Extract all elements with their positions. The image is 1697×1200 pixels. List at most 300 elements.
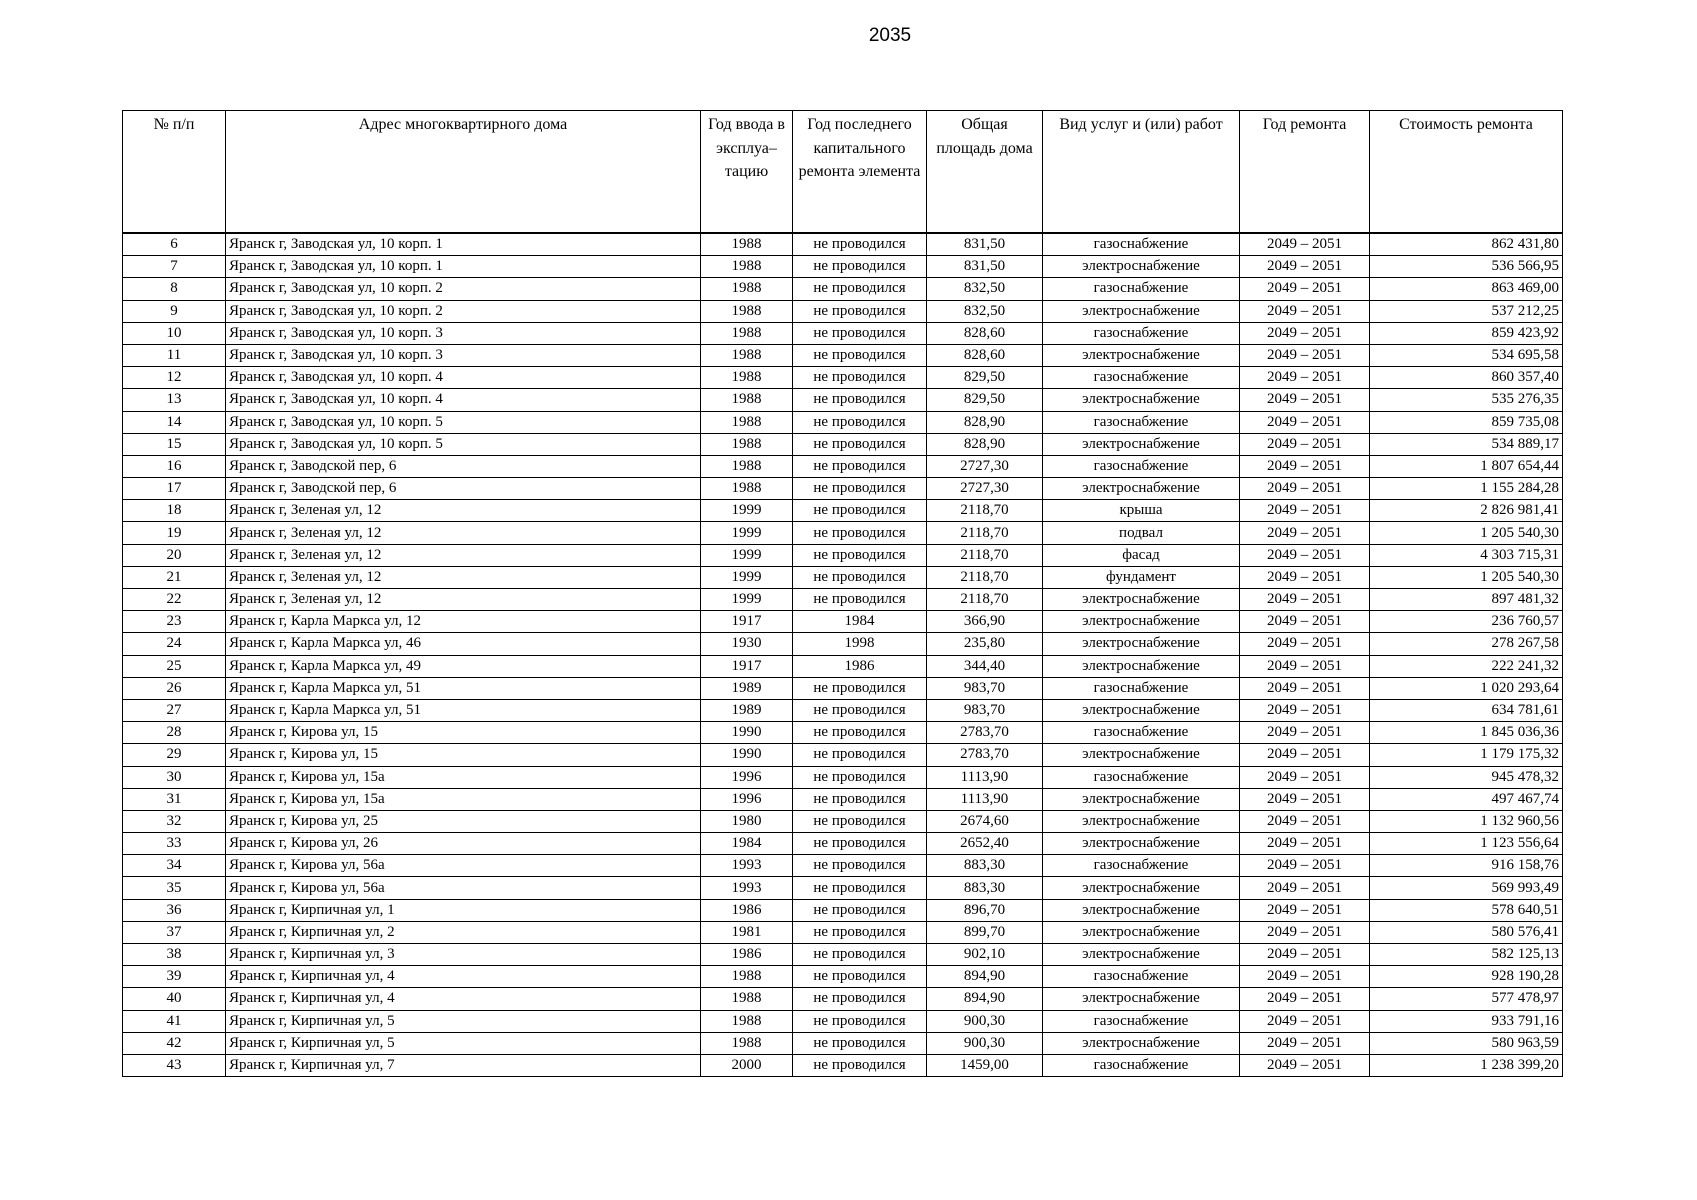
cell-year-built: 1988: [701, 278, 793, 300]
repair-table: [122, 110, 1563, 1077]
cell-cost: 278 267,58: [1370, 633, 1563, 655]
cell-address: Яранск г, Кирпичная ул, 2: [226, 921, 701, 943]
cell-num: 17: [123, 478, 226, 500]
cell-year-built: 1988: [701, 322, 793, 344]
cell-last-repair: не проводился: [793, 921, 927, 943]
table-row: [123, 744, 1563, 766]
table-row: [123, 300, 1563, 322]
cell-year-built: 1999: [701, 500, 793, 522]
cell-last-repair: не проводился: [793, 744, 927, 766]
cell-last-repair: не проводился: [793, 500, 927, 522]
header-service: Вид услуг и (или) работ: [1043, 111, 1240, 234]
cell-cost: 534 695,58: [1370, 344, 1563, 366]
cell-last-repair: не проводился: [793, 411, 927, 433]
cell-address: Яранск г, Заводская ул, 10 корп. 3: [226, 322, 701, 344]
cell-repair-year: 2049 – 2051: [1240, 1010, 1370, 1032]
cell-repair-year: 2049 – 2051: [1240, 278, 1370, 300]
cell-repair-year: 2049 – 2051: [1240, 478, 1370, 500]
cell-service: электроснабжение: [1043, 589, 1240, 611]
cell-num: 19: [123, 522, 226, 544]
cell-num: 24: [123, 633, 226, 655]
cell-address: Яранск г, Заводская ул, 10 корп. 2: [226, 300, 701, 322]
table-row: [123, 877, 1563, 899]
cell-num: 22: [123, 589, 226, 611]
header-repair-year: Год ремонта: [1240, 111, 1370, 234]
cell-year-built: 1917: [701, 611, 793, 633]
cell-address: Яранск г, Зеленая ул, 12: [226, 589, 701, 611]
cell-cost: 928 190,28: [1370, 966, 1563, 988]
cell-cost: 1 205 540,30: [1370, 566, 1563, 588]
cell-area: 2783,70: [927, 722, 1043, 744]
cell-last-repair: не проводился: [793, 256, 927, 278]
header-cost: Стоимость ремонта: [1370, 111, 1563, 234]
cell-num: 38: [123, 944, 226, 966]
cell-address: Яранск г, Кирпичная ул, 1: [226, 899, 701, 921]
cell-area: 344,40: [927, 655, 1043, 677]
cell-address: Яранск г, Заводская ул, 10 корп. 4: [226, 389, 701, 411]
cell-address: Яранск г, Зеленая ул, 12: [226, 522, 701, 544]
cell-last-repair: не проводился: [793, 855, 927, 877]
cell-area: 2727,30: [927, 478, 1043, 500]
table-row: [123, 855, 1563, 877]
cell-address: Яранск г, Кирова ул, 15: [226, 722, 701, 744]
cell-address: Яранск г, Заводская ул, 10 корп. 2: [226, 278, 701, 300]
cell-repair-year: 2049 – 2051: [1240, 522, 1370, 544]
cell-cost: 580 576,41: [1370, 921, 1563, 943]
cell-area: 831,50: [927, 256, 1043, 278]
cell-area: 2118,70: [927, 522, 1043, 544]
cell-num: 25: [123, 655, 226, 677]
cell-num: 12: [123, 367, 226, 389]
cell-area: 831,50: [927, 233, 1043, 256]
cell-area: 828,90: [927, 433, 1043, 455]
cell-last-repair: не проводился: [793, 1010, 927, 1032]
cell-service: электроснабжение: [1043, 478, 1240, 500]
cell-area: 883,30: [927, 877, 1043, 899]
header-address: Адрес многоквартирного дома: [226, 111, 701, 234]
cell-area: 983,70: [927, 677, 1043, 699]
cell-cost: 634 781,61: [1370, 699, 1563, 721]
cell-year-built: 1988: [701, 433, 793, 455]
cell-service: электроснабжение: [1043, 788, 1240, 810]
cell-repair-year: 2049 – 2051: [1240, 944, 1370, 966]
cell-repair-year: 2049 – 2051: [1240, 699, 1370, 721]
cell-cost: 916 158,76: [1370, 855, 1563, 877]
cell-year-built: 1988: [701, 411, 793, 433]
cell-area: 828,60: [927, 344, 1043, 366]
cell-repair-year: 2049 – 2051: [1240, 256, 1370, 278]
cell-last-repair: не проводился: [793, 1032, 927, 1054]
cell-last-repair: 1998: [793, 633, 927, 655]
cell-repair-year: 2049 – 2051: [1240, 322, 1370, 344]
cell-num: 32: [123, 810, 226, 832]
cell-year-built: 1989: [701, 699, 793, 721]
cell-repair-year: 2049 – 2051: [1240, 1032, 1370, 1054]
cell-area: 894,90: [927, 966, 1043, 988]
cell-area: 2674,60: [927, 810, 1043, 832]
cell-last-repair: не проводился: [793, 278, 927, 300]
cell-cost: 1 179 175,32: [1370, 744, 1563, 766]
cell-address: Яранск г, Зеленая ул, 12: [226, 566, 701, 588]
cell-area: 1113,90: [927, 766, 1043, 788]
cell-cost: 569 993,49: [1370, 877, 1563, 899]
cell-service: электроснабжение: [1043, 433, 1240, 455]
cell-area: 832,50: [927, 300, 1043, 322]
cell-num: 37: [123, 921, 226, 943]
cell-service: газоснабжение: [1043, 766, 1240, 788]
cell-address: Яранск г, Кирпичная ул, 7: [226, 1054, 701, 1076]
table-row: [123, 699, 1563, 721]
cell-cost: 580 963,59: [1370, 1032, 1563, 1054]
cell-cost: 860 357,40: [1370, 367, 1563, 389]
cell-num: 9: [123, 300, 226, 322]
table-row: [123, 478, 1563, 500]
cell-cost: 1 205 540,30: [1370, 522, 1563, 544]
cell-year-built: 1988: [701, 1010, 793, 1032]
cell-num: 33: [123, 833, 226, 855]
cell-num: 43: [123, 1054, 226, 1076]
cell-service: электроснабжение: [1043, 810, 1240, 832]
table-row: [123, 899, 1563, 921]
cell-year-built: 1988: [701, 300, 793, 322]
cell-area: 829,50: [927, 389, 1043, 411]
cell-repair-year: 2049 – 2051: [1240, 921, 1370, 943]
table-row: [123, 500, 1563, 522]
cell-area: 894,90: [927, 988, 1043, 1010]
cell-address: Яранск г, Кирпичная ул, 5: [226, 1032, 701, 1054]
cell-year-built: 1988: [701, 367, 793, 389]
cell-service: электроснабжение: [1043, 921, 1240, 943]
cell-last-repair: не проводился: [793, 766, 927, 788]
cell-area: 2118,70: [927, 544, 1043, 566]
cell-area: 828,60: [927, 322, 1043, 344]
cell-last-repair: не проводился: [793, 677, 927, 699]
table-row: [123, 722, 1563, 744]
cell-address: Яранск г, Кирова ул, 15а: [226, 766, 701, 788]
table-row: [123, 1054, 1563, 1076]
cell-area: 832,50: [927, 278, 1043, 300]
table-row: [123, 921, 1563, 943]
cell-year-built: 1984: [701, 833, 793, 855]
cell-last-repair: не проводился: [793, 589, 927, 611]
cell-year-built: 1993: [701, 855, 793, 877]
cell-service: электроснабжение: [1043, 988, 1240, 1010]
cell-num: 41: [123, 1010, 226, 1032]
cell-num: 27: [123, 699, 226, 721]
cell-last-repair: не проводился: [793, 322, 927, 344]
cell-cost: 863 469,00: [1370, 278, 1563, 300]
cell-year-built: 1988: [701, 1032, 793, 1054]
cell-service: электроснабжение: [1043, 611, 1240, 633]
table-row: [123, 344, 1563, 366]
cell-area: 1113,90: [927, 788, 1043, 810]
cell-area: 2727,30: [927, 455, 1043, 477]
cell-num: 29: [123, 744, 226, 766]
cell-service: электроснабжение: [1043, 256, 1240, 278]
cell-service: электроснабжение: [1043, 633, 1240, 655]
cell-num: 16: [123, 455, 226, 477]
cell-repair-year: 2049 – 2051: [1240, 367, 1370, 389]
header-num: № п/п: [123, 111, 226, 234]
cell-year-built: 1999: [701, 522, 793, 544]
table-row: [123, 1010, 1563, 1032]
cell-year-built: 1917: [701, 655, 793, 677]
cell-cost: 945 478,32: [1370, 766, 1563, 788]
table-row: [123, 233, 1563, 256]
cell-area: 2118,70: [927, 500, 1043, 522]
cell-cost: 222 241,32: [1370, 655, 1563, 677]
cell-last-repair: не проводился: [793, 367, 927, 389]
cell-service: фасад: [1043, 544, 1240, 566]
cell-repair-year: 2049 – 2051: [1240, 633, 1370, 655]
table-row: [123, 810, 1563, 832]
cell-address: Яранск г, Заводская ул, 10 корп. 1: [226, 256, 701, 278]
cell-num: 20: [123, 544, 226, 566]
cell-area: 900,30: [927, 1010, 1043, 1032]
cell-year-built: 1988: [701, 455, 793, 477]
table-row: [123, 611, 1563, 633]
cell-repair-year: 2049 – 2051: [1240, 655, 1370, 677]
cell-repair-year: 2049 – 2051: [1240, 389, 1370, 411]
cell-last-repair: не проводился: [793, 300, 927, 322]
cell-last-repair: не проводился: [793, 344, 927, 366]
cell-address: Яранск г, Кирова ул, 56а: [226, 855, 701, 877]
cell-address: Яранск г, Карла Маркса ул, 12: [226, 611, 701, 633]
cell-address: Яранск г, Кирпичная ул, 4: [226, 966, 701, 988]
cell-address: Яранск г, Карла Маркса ул, 46: [226, 633, 701, 655]
cell-last-repair: не проводился: [793, 988, 927, 1010]
cell-last-repair: не проводился: [793, 1054, 927, 1076]
cell-repair-year: 2049 – 2051: [1240, 344, 1370, 366]
cell-repair-year: 2049 – 2051: [1240, 744, 1370, 766]
cell-last-repair: не проводился: [793, 233, 927, 256]
cell-address: Яранск г, Кирова ул, 26: [226, 833, 701, 855]
cell-cost: 582 125,13: [1370, 944, 1563, 966]
cell-area: 2783,70: [927, 744, 1043, 766]
cell-year-built: 1990: [701, 744, 793, 766]
cell-address: Яранск г, Кирпичная ул, 5: [226, 1010, 701, 1032]
cell-last-repair: не проводился: [793, 433, 927, 455]
cell-year-built: 1988: [701, 966, 793, 988]
cell-service: газоснабжение: [1043, 1010, 1240, 1032]
cell-area: 902,10: [927, 944, 1043, 966]
cell-repair-year: 2049 – 2051: [1240, 722, 1370, 744]
cell-cost: 236 760,57: [1370, 611, 1563, 633]
cell-address: Яранск г, Карла Маркса ул, 51: [226, 699, 701, 721]
cell-repair-year: 2049 – 2051: [1240, 233, 1370, 256]
cell-year-built: 1999: [701, 589, 793, 611]
cell-area: 829,50: [927, 367, 1043, 389]
cell-year-built: 1988: [701, 988, 793, 1010]
cell-cost: 2 826 981,41: [1370, 500, 1563, 522]
cell-repair-year: 2049 – 2051: [1240, 544, 1370, 566]
cell-address: Яранск г, Кирова ул, 25: [226, 810, 701, 832]
cell-cost: 577 478,97: [1370, 988, 1563, 1010]
cell-cost: 933 791,16: [1370, 1010, 1563, 1032]
cell-area: 1459,00: [927, 1054, 1043, 1076]
cell-area: 2118,70: [927, 566, 1043, 588]
cell-repair-year: 2049 – 2051: [1240, 589, 1370, 611]
table-row: [123, 389, 1563, 411]
cell-year-built: 1988: [701, 233, 793, 256]
cell-service: газоснабжение: [1043, 455, 1240, 477]
page-number: 2035: [868, 25, 912, 46]
cell-service: газоснабжение: [1043, 322, 1240, 344]
cell-address: Яранск г, Заводской пер, 6: [226, 478, 701, 500]
cell-area: 883,30: [927, 855, 1043, 877]
cell-service: электроснабжение: [1043, 655, 1240, 677]
cell-num: 39: [123, 966, 226, 988]
cell-address: Яранск г, Кирова ул, 15: [226, 744, 701, 766]
cell-service: газоснабжение: [1043, 677, 1240, 699]
cell-last-repair: 1986: [793, 655, 927, 677]
cell-repair-year: 2049 – 2051: [1240, 500, 1370, 522]
table-header-row: [123, 111, 1563, 234]
cell-year-built: 1996: [701, 766, 793, 788]
cell-service: газоснабжение: [1043, 722, 1240, 744]
cell-year-built: 1988: [701, 256, 793, 278]
cell-repair-year: 2049 – 2051: [1240, 411, 1370, 433]
cell-service: фундамент: [1043, 566, 1240, 588]
cell-cost: 1 845 036,36: [1370, 722, 1563, 744]
cell-address: Яранск г, Зеленая ул, 12: [226, 544, 701, 566]
cell-cost: 859 423,92: [1370, 322, 1563, 344]
table-row: [123, 278, 1563, 300]
cell-address: Яранск г, Кирпичная ул, 4: [226, 988, 701, 1010]
cell-num: 18: [123, 500, 226, 522]
header-area: Общая площадь дома: [927, 111, 1043, 234]
cell-cost: 4 303 715,31: [1370, 544, 1563, 566]
cell-repair-year: 2049 – 2051: [1240, 988, 1370, 1010]
cell-cost: 537 212,25: [1370, 300, 1563, 322]
table-row: [123, 966, 1563, 988]
cell-service: электроснабжение: [1043, 833, 1240, 855]
cell-area: 983,70: [927, 699, 1043, 721]
table-row: [123, 256, 1563, 278]
cell-repair-year: 2049 – 2051: [1240, 566, 1370, 588]
header-last-repair: Год последнего капитального ремонта элемента: [793, 111, 927, 234]
cell-repair-year: 2049 – 2051: [1240, 766, 1370, 788]
cell-num: 30: [123, 766, 226, 788]
table-row: [123, 322, 1563, 344]
cell-service: электроснабжение: [1043, 699, 1240, 721]
cell-service: подвал: [1043, 522, 1240, 544]
cell-service: газоснабжение: [1043, 278, 1240, 300]
cell-year-built: 1996: [701, 788, 793, 810]
cell-last-repair: не проводился: [793, 966, 927, 988]
table-row: [123, 833, 1563, 855]
cell-cost: 578 640,51: [1370, 899, 1563, 921]
cell-cost: 1 238 399,20: [1370, 1054, 1563, 1076]
cell-repair-year: 2049 – 2051: [1240, 966, 1370, 988]
table-row: [123, 677, 1563, 699]
cell-repair-year: 2049 – 2051: [1240, 455, 1370, 477]
cell-last-repair: не проводился: [793, 566, 927, 588]
cell-cost: 535 276,35: [1370, 389, 1563, 411]
cell-num: 28: [123, 722, 226, 744]
cell-year-built: 2000: [701, 1054, 793, 1076]
table-row: [123, 522, 1563, 544]
cell-year-built: 1990: [701, 722, 793, 744]
cell-num: 7: [123, 256, 226, 278]
table-row: [123, 988, 1563, 1010]
cell-last-repair: не проводился: [793, 788, 927, 810]
table-row: [123, 455, 1563, 477]
cell-address: Яранск г, Карла Маркса ул, 51: [226, 677, 701, 699]
cell-service: газоснабжение: [1043, 367, 1240, 389]
cell-year-built: 1981: [701, 921, 793, 943]
cell-cost: 1 123 556,64: [1370, 833, 1563, 855]
cell-service: газоснабжение: [1043, 233, 1240, 256]
cell-year-built: 1999: [701, 544, 793, 566]
cell-num: 35: [123, 877, 226, 899]
cell-cost: 534 889,17: [1370, 433, 1563, 455]
cell-area: 235,80: [927, 633, 1043, 655]
cell-repair-year: 2049 – 2051: [1240, 855, 1370, 877]
cell-address: Яранск г, Заводская ул, 10 корп. 1: [226, 233, 701, 256]
cell-address: Яранск г, Заводской пер, 6: [226, 455, 701, 477]
cell-address: Яранск г, Карла Маркса ул, 49: [226, 655, 701, 677]
cell-address: Яранск г, Кирова ул, 15а: [226, 788, 701, 810]
cell-year-built: 1980: [701, 810, 793, 832]
cell-address: Яранск г, Заводская ул, 10 корп. 5: [226, 433, 701, 455]
cell-repair-year: 2049 – 2051: [1240, 611, 1370, 633]
cell-area: 900,30: [927, 1032, 1043, 1054]
table-body: [123, 233, 1563, 1077]
table-row: [123, 1032, 1563, 1054]
cell-area: 2652,40: [927, 833, 1043, 855]
cell-service: электроснабжение: [1043, 344, 1240, 366]
table-row: [123, 766, 1563, 788]
cell-cost: 497 467,74: [1370, 788, 1563, 810]
cell-last-repair: не проводился: [793, 833, 927, 855]
cell-year-built: 1999: [701, 566, 793, 588]
cell-num: 14: [123, 411, 226, 433]
cell-last-repair: не проводился: [793, 722, 927, 744]
table-row: [123, 411, 1563, 433]
cell-cost: 1 155 284,28: [1370, 478, 1563, 500]
cell-cost: 897 481,32: [1370, 589, 1563, 611]
cell-year-built: 1986: [701, 899, 793, 921]
cell-address: Яранск г, Заводская ул, 10 корп. 5: [226, 411, 701, 433]
cell-last-repair: 1984: [793, 611, 927, 633]
cell-address: Яранск г, Кирова ул, 56а: [226, 877, 701, 899]
cell-last-repair: не проводился: [793, 944, 927, 966]
cell-service: газоснабжение: [1043, 1054, 1240, 1076]
table-row: [123, 633, 1563, 655]
table-row: [123, 589, 1563, 611]
cell-year-built: 1988: [701, 478, 793, 500]
cell-num: 40: [123, 988, 226, 1010]
table-row: [123, 367, 1563, 389]
cell-repair-year: 2049 – 2051: [1240, 677, 1370, 699]
table-row: [123, 655, 1563, 677]
cell-year-built: 1989: [701, 677, 793, 699]
cell-last-repair: не проводился: [793, 389, 927, 411]
cell-last-repair: не проводился: [793, 699, 927, 721]
cell-cost: 862 431,80: [1370, 233, 1563, 256]
cell-last-repair: не проводился: [793, 544, 927, 566]
cell-service: газоснабжение: [1043, 966, 1240, 988]
cell-service: электроснабжение: [1043, 877, 1240, 899]
table-row: [123, 433, 1563, 455]
cell-service: газоснабжение: [1043, 411, 1240, 433]
cell-num: 26: [123, 677, 226, 699]
cell-address: Яранск г, Заводская ул, 10 корп. 4: [226, 367, 701, 389]
cell-area: 2118,70: [927, 589, 1043, 611]
cell-repair-year: 2049 – 2051: [1240, 877, 1370, 899]
cell-last-repair: не проводился: [793, 522, 927, 544]
